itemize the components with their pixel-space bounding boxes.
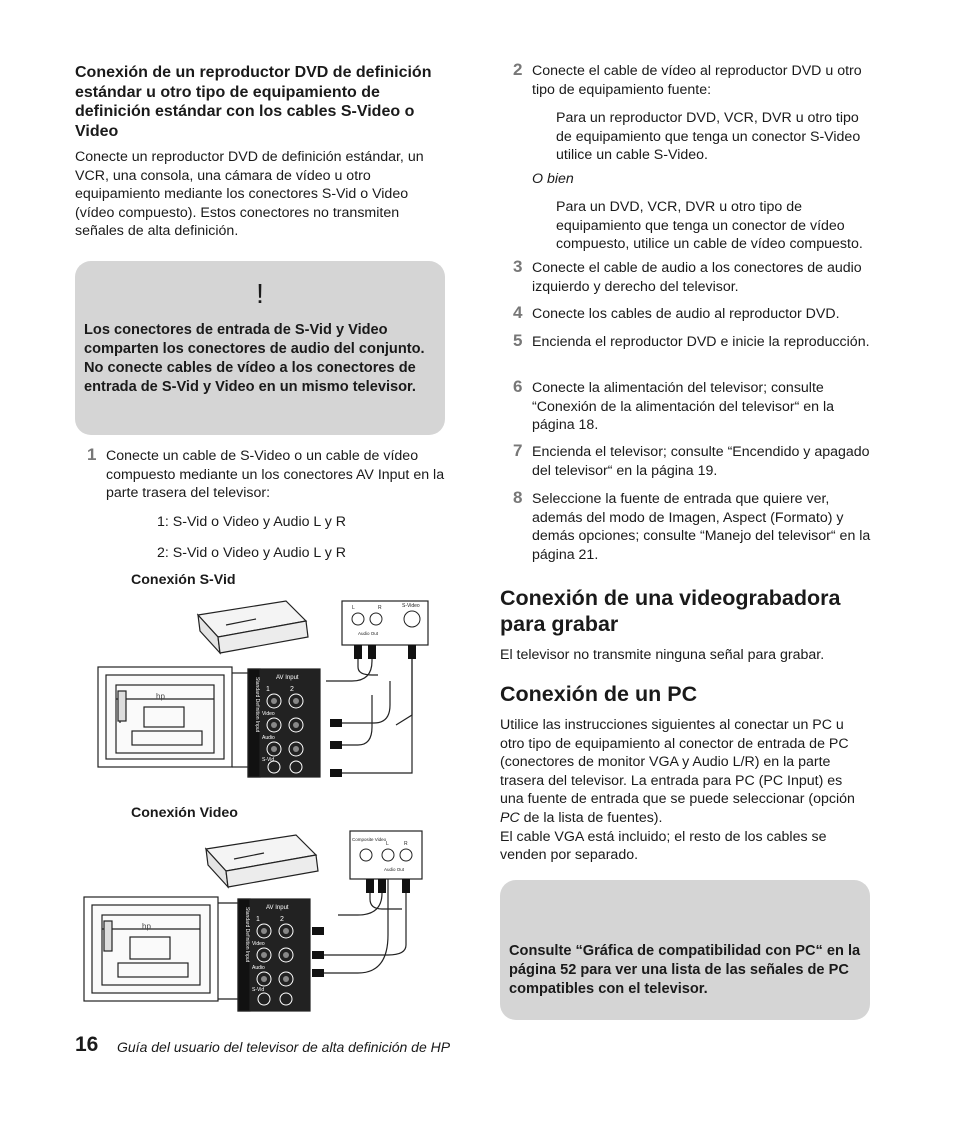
step-number: 8 <box>513 488 523 507</box>
step-number: 1 <box>87 445 97 464</box>
pc-note-text: Consulte “Gráfica de compatibilidad con PC“ en la página 52 para ver una lista de las señales de PC compatibles con el televisor. <box>509 943 861 997</box>
step-number: 2 <box>513 60 523 79</box>
audio-out-label: Audio Out <box>358 631 379 636</box>
step-6 <box>513 379 873 435</box>
step-text: Conecte la alimentación del televisor; consulte “Conexión de la alimentación del televisor“ en la página 18. <box>532 380 835 434</box>
side-label: Standard Definition Input <box>244 907 250 963</box>
svideo-label: S-Video <box>402 603 420 609</box>
step-text: Encienda el reproductor DVD e inicie la reproducción. <box>532 334 870 350</box>
av-input-label: AV Input <box>266 905 289 911</box>
section-title-recording: Conexión de una videograbadora para grabar <box>500 586 841 636</box>
footer-title: Guía del usuario del televisor de alta definición de HP <box>117 1039 451 1055</box>
r-label: R <box>404 841 408 847</box>
figure-caption-video: Conexión Video <box>131 805 238 821</box>
port-2-label: 2 <box>290 686 294 693</box>
step-text: Conecte un cable de S-Video o un cable de vídeo compuesto mediante un los conectores AV Input en la parte trasera del televisor: <box>106 448 445 502</box>
port-2-label: 2 <box>280 916 284 923</box>
step-text: Encienda el televisor; consulte “Encendido y apagado del televisor“ en la página 19. <box>532 444 870 479</box>
side-label: Standard Definition Input <box>254 677 260 733</box>
r-label: R <box>378 605 382 611</box>
video-label: Video <box>262 711 275 717</box>
video-label: Video <box>252 941 265 947</box>
composite-video-label: Composite Video <box>352 837 387 842</box>
audio-label: Audio <box>262 735 275 741</box>
step-2 <box>513 62 873 99</box>
step-text: Seleccione la fuente de entrada que quiere ver, además del modo de Imagen, Aspect (Formato) y demás opciones; consulte “Manejo del televisor“ en la página 21. <box>532 491 871 563</box>
page-number: 16 <box>75 1033 99 1056</box>
step-2-option-b: Para un DVD, VCR, DVR u otro tipo de equipamiento que tenga un conector de vídeo compuesto, utilice un cable de vídeo compuesto. <box>556 199 863 253</box>
step-2-option-a: Para un reproductor DVD, VCR, DVR u otro tipo de equipamiento que tenga un conector S-Video utilice un cable S-Video. <box>556 110 861 164</box>
l-label: L <box>352 605 355 611</box>
svid-label: S-Vid <box>252 987 265 993</box>
video-connection-diagram <box>82 827 432 1017</box>
port-1-label: 1 <box>266 686 270 693</box>
pc-note-callout <box>500 880 870 1020</box>
section-heading: Conexión de un reproductor DVD de definición estándar u otro tipo de equipamiento de definición estándar con los cables S-Video o Video <box>75 64 432 140</box>
av-input-label: AV Input <box>276 675 299 681</box>
section-title-pc: Conexión de un PC <box>500 682 698 706</box>
step-number: 5 <box>513 331 523 350</box>
step-text: Conecte el cable de audio a los conectores de audio izquierdo y derecho del televisor. <box>532 260 862 295</box>
step-number: 7 <box>513 441 523 460</box>
step-text: Conecte el cable de vídeo al reproductor DVD u otro tipo de equipamiento fuente: <box>532 63 862 98</box>
warning-callout <box>75 261 445 435</box>
step-text: Conecte los cables de audio al reproductor DVD. <box>532 306 840 322</box>
intro-paragraph: Conecte un reproductor DVD de definición estándar, un VCR, una consola, una cámara de vídeo u otro equipamiento mediante los conectores S-Vid o Video (vídeo compuesto). Estos conectores no transmiten señales de alta definición. <box>75 149 424 240</box>
step-3 <box>513 259 873 296</box>
hp-logo: hp <box>142 922 151 931</box>
step-number: 4 <box>513 303 523 322</box>
warning-text: Los conectores de entrada de S-Vid y Video comparten los conectores de audio del conjunto. No conecte cables de vídeo a los conectores de entrada de S-Vid y Video en un mismo televisor. <box>84 322 425 395</box>
port-1-label: 1 <box>256 916 260 923</box>
step-2-or: O bien <box>532 171 574 187</box>
step-1 <box>87 447 447 503</box>
l-label: L <box>386 841 389 847</box>
step-number: 3 <box>513 257 523 276</box>
audio-out-label: Audio Out <box>384 867 405 872</box>
section-text-pc: Utilice las instrucciones siguientes al conectar un PC u otro tipo de equipamiento al conector de entrada de PC (conectores de monitor VGA y Audio L/R) en la parte trasera del televisor. La entrada para PC (PC Input) es una fuente de entrada que se puede seleccionar (opción PC de la lista de fuentes). El cable VGA está incluido; el resto de los cables se venden por separado. <box>500 717 855 864</box>
step-4 <box>513 305 873 324</box>
step-8 <box>513 490 873 564</box>
step-number: 6 <box>513 377 523 396</box>
section-text-recording: El televisor no transmite ninguna señal para grabar. <box>500 647 825 663</box>
hp-logo: hp <box>156 692 165 701</box>
audio-label: Audio <box>252 965 265 971</box>
exclamation-icon: ! <box>256 278 264 309</box>
option-2: 2: S-Vid o Video y Audio L y R <box>157 545 347 561</box>
step-5 <box>513 333 873 352</box>
step-7 <box>513 443 873 480</box>
figure-caption-svid: Conexión S-Vid <box>131 572 236 588</box>
svid-connection-diagram <box>96 595 436 785</box>
svid-label: S-Vid <box>262 757 275 763</box>
option-1: 1: S-Vid o Video y Audio L y R <box>157 514 347 530</box>
